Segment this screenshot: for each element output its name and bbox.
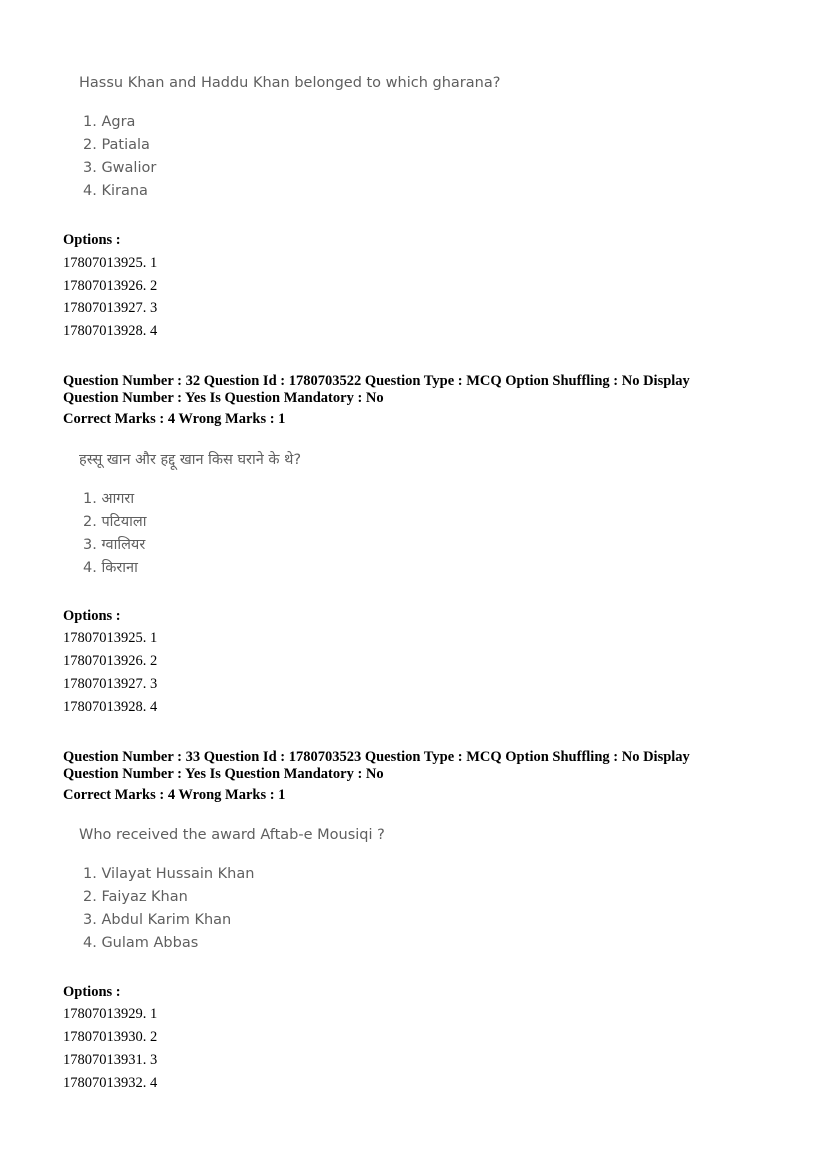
choice-2: 2. Faiyaz Khan [83, 889, 188, 905]
option-line: 17807013927. 3 [63, 300, 158, 316]
question-marks: Correct Marks : 4 Wrong Marks : 1 [63, 787, 286, 803]
question-header: Question Number : 32 Question Id : 1780703522 Question Type : MCQ Option Shuffling : No Display [63, 373, 690, 389]
question-marks: Correct Marks : 4 Wrong Marks : 1 [63, 411, 286, 427]
question-stem: Hassu Khan and Haddu Khan belonged to which gharana? [79, 75, 501, 91]
question-header: Question Number : Yes Is Question Mandatory : No [63, 766, 384, 782]
choice-3: 3. ग्वालियर [83, 537, 146, 553]
option-line: 17807013928. 4 [63, 699, 158, 715]
option-line: 17807013928. 4 [63, 323, 158, 339]
choice-4: 4. किराना [83, 560, 138, 576]
choice-4: 4. Gulam Abbas [83, 935, 199, 951]
choice-2: 2. पटियाला [83, 514, 147, 530]
choice-1: 1. आगरा [83, 491, 135, 507]
option-line: 17807013926. 2 [63, 653, 158, 669]
option-line: 17807013932. 4 [63, 1075, 158, 1091]
choice-3: 3. Abdul Karim Khan [83, 912, 232, 928]
choice-1: 1. Agra [83, 114, 136, 130]
choice-3: 3. Gwalior [83, 160, 157, 176]
choice-1: 1. Vilayat Hussain Khan [83, 866, 255, 882]
options-label: Options : [63, 984, 121, 1000]
option-line: 17807013925. 1 [63, 255, 158, 271]
option-line: 17807013930. 2 [63, 1029, 158, 1045]
question-stem: हस्सू खान और हद्दू खान किस घराने के थे? [79, 452, 302, 468]
choice-4: 4. Kirana [83, 183, 148, 199]
question-header: Question Number : Yes Is Question Mandatory : No [63, 390, 384, 406]
option-line: 17807013926. 2 [63, 278, 158, 294]
choice-2: 2. Patiala [83, 137, 150, 153]
option-line: 17807013925. 1 [63, 630, 158, 646]
options-label: Options : [63, 608, 121, 624]
option-line: 17807013929. 1 [63, 1006, 158, 1022]
option-line: 17807013927. 3 [63, 676, 158, 692]
question-header: Question Number : 33 Question Id : 1780703523 Question Type : MCQ Option Shuffling : No Display [63, 749, 690, 765]
option-line: 17807013931. 3 [63, 1052, 158, 1068]
question-stem: Who received the award Aftab-e Mousiqi ? [79, 827, 385, 843]
options-label: Options : [63, 232, 121, 248]
